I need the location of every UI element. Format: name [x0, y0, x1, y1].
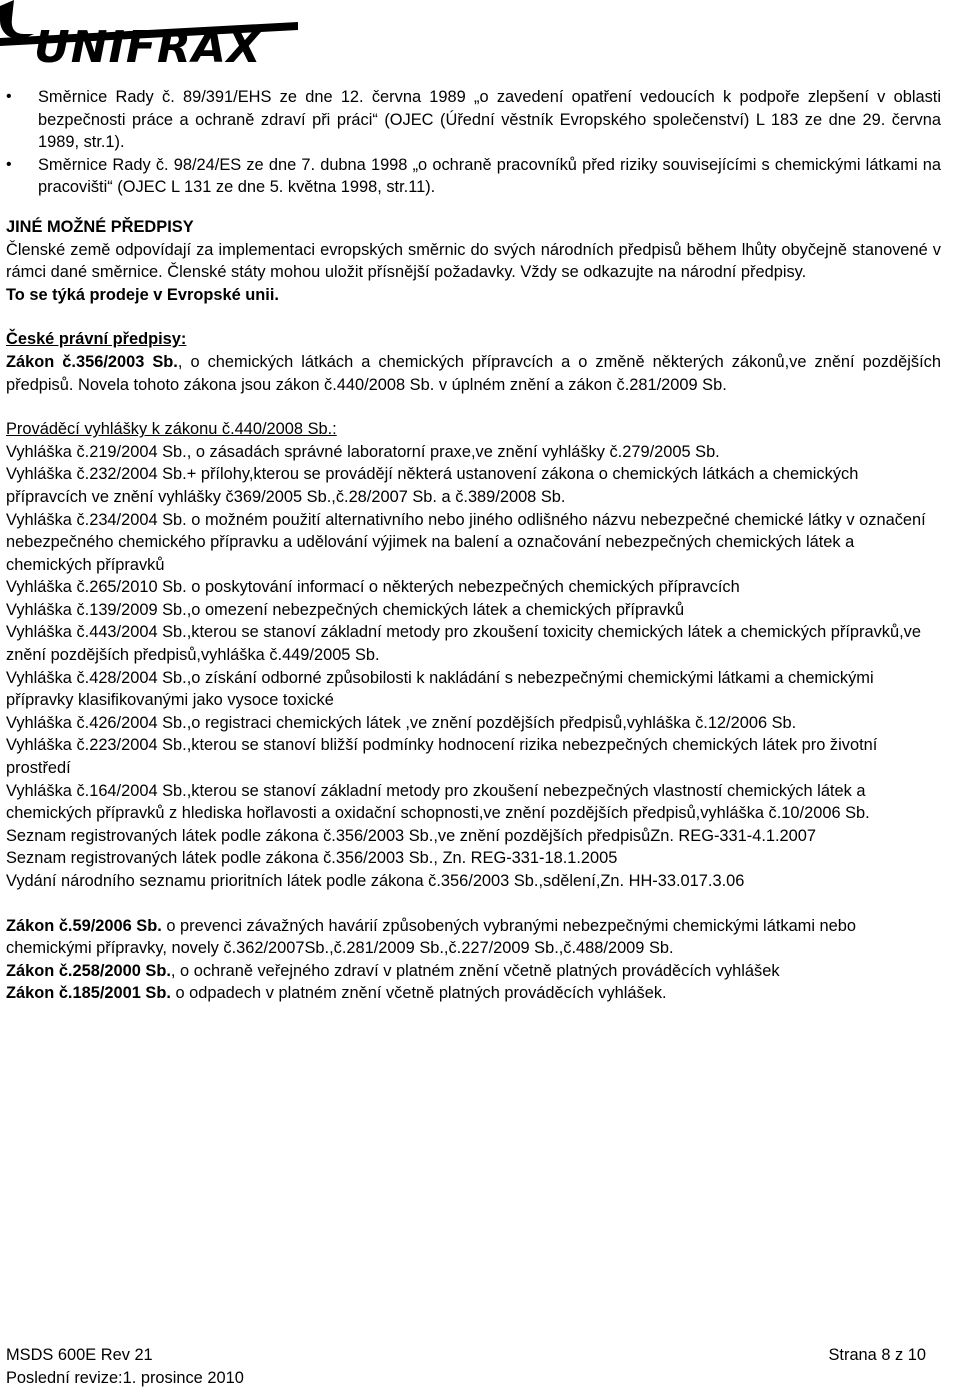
sales-note: To se týká prodeje v Evropské unii. — [6, 285, 279, 304]
law-text: o odpadech v platném znění včetně platných prováděcích vyhlášek. — [170, 984, 667, 1003]
decree-line: Vyhláška č.443/2004 Sb.,kterou se stanoví základní metody pro zkoušení toxicity chemických látek a chemických přípravků,ve znění pozdějších předpisů,vyhláška č.449/2005 Sb. — [6, 623, 921, 665]
decree-line: Vyhláška č.232/2004 Sb.+ přílohy,kterou se provádějí některá ustanovení zákona o chemických látkách a chemických přípravcích ve znění vyhlášky č369/2005 Sb.,č.28/2007 Sb. a č.389/2008 Sb. — [6, 465, 859, 506]
decree-line: Vyhláška č.234/2004 Sb. o možném použití alternativního nebo jiného odlišného názvu nebezpečné chemické látky v označení nebezpečného chemického přípravku a udělování výjimek na balení a označování nebezpečných chemických látek a chemických přípravků — [6, 510, 926, 574]
directive-item: • Směrnice Rady č. 98/24/ES ze dne 7. dubna 1998 „o ochraně pracovníků před riziky souvisejícími s chemickými látkami na pracovišti“ (OJEC L 131 ze dne 5. května 1998, str.11). — [6, 154, 941, 199]
directive-list — [6, 86, 941, 199]
chemical-law-text: , o chemických látkách a chemických přípravcích a o změně některých zákonů,ve znění pozdějších předpisů. Novela tohoto zákona jsou zákon č.440/2008 Sb. v úplném znění a zákon č.281/2009 Sb. — [6, 352, 941, 394]
footer-doc-id: MSDS 600E Rev 21 — [6, 1346, 153, 1364]
laws-section — [6, 915, 941, 1005]
decree-line: Vyhláška č.219/2004 Sb., o zásadách správné laboratorní praxe,ve znění vyhlášky č.279/2005 Sb. — [6, 442, 720, 461]
law-title: Zákon č.258/2000 Sb. — [6, 961, 171, 980]
footer-revision: Poslední revize:1. prosince 2010 — [6, 1368, 244, 1387]
czech-regulations-heading: České právní předpisy: — [6, 330, 187, 349]
document-body — [6, 86, 941, 1005]
decree-line: Seznam registrovaných látek podle zákona č.356/2003 Sb., Zn. REG-331-18.1.2005 — [6, 849, 618, 868]
decree-line: Vyhláška č.223/2004 Sb.,kterou se stanoví bližší podmínky hodnocení rizika nebezpečných chemických látek pro životní prostředí — [6, 736, 878, 778]
decree-line: Vydání národního seznamu prioritních látek podle zákona č.356/2003 Sb.,sdělení,Zn. HH-33.017.3.06 — [6, 872, 745, 890]
law-title: Zákon č.185/2001 Sb. — [6, 984, 171, 1003]
decree-line: Vyhláška č.428/2004 Sb.,o získání odborné způsobilosti k nakládání s nebezpečnými chemickými látkami a chemickými přípravky klasifikovanými jako vysoce toxické — [6, 668, 874, 710]
decree-line: Seznam registrovaných látek podle zákona č.356/2003 Sb.,ve znění pozdějších předpisůZn. REG-331-4.1.2007 — [6, 826, 817, 845]
decrees-section — [6, 418, 941, 892]
law-line — [6, 960, 941, 983]
other-regulations-text: Členské země odpovídají za implementaci evropských směrnic do svých národních předpisů během lhůty obyčejně stanovené v rámci dané směrnice. Členské státy mohou uložit přísnější požadavky. Vždy se odkazujte na národní předpisy. — [6, 240, 941, 282]
czech-regulations-section — [6, 328, 941, 396]
law-text: o prevenci závažných havárií způsobených vybranými nebezpečnými chemickými látkami nebo chemickými přípravky, novely č.362/2007Sb.,č.281/2009 Sb.,č.227/2009 Sb.,č.488/2009 Sb. — [6, 916, 856, 958]
logo-wordmark: UNIFRAX — [34, 22, 262, 70]
decree-line: Vyhláška č.426/2004 Sb.,o registraci chemických látek ,ve znění pozdějších předpisů,vyhláška č.12/2006 Sb. — [6, 713, 797, 732]
law-text: , o ochraně veřejného zdraví v platném znění včetně platných prováděcích vyhlášek — [170, 961, 780, 980]
page-footer — [6, 1344, 926, 1389]
unifrax-logo — [0, 0, 300, 70]
directive-item: • Směrnice Rady č. 89/391/EHS ze dne 12. června 1989 „o zavedení opatření vedoucích k podpoře zlepšení v oblasti bezpečnosti práce a ochraně zdraví při práci“ (OJEC (Úřední věstník Evropského společenství) L 183 ze dne 29. června 1989, str.1). — [6, 86, 941, 154]
chemical-law-title: Zákon č.356/2003 Sb. — [6, 352, 178, 371]
chemical-law-paragraph — [6, 351, 941, 396]
decree-line: Vyhláška č.265/2010 Sb. o poskytování informací o některých nebezpečných chemických přípravcích — [6, 578, 740, 597]
law-title: Zákon č.59/2006 Sb. — [6, 916, 162, 935]
other-regulations-heading: JINÉ MOŽNÉ PŘEDPISY — [6, 217, 194, 236]
law-line — [6, 982, 941, 1005]
footer-page-number: Strana 8 z 10 — [828, 1346, 926, 1364]
decree-line: Vyhláška č.164/2004 Sb.,kterou se stanoví základní metody pro zkoušení nebezpečných vlastností chemických látek a chemických přípravků z hlediska hořlavosti a oxidační schopnosti,ve znění pozdějších předpisů,vyhláška č.10/2006 Sb. — [6, 781, 870, 823]
other-regulations-section — [6, 216, 941, 306]
decree-line: Vyhláška č.139/2009 Sb.,o omezení nebezpečných chemických látek a chemických přípravků — [6, 600, 685, 619]
law-line — [6, 915, 941, 960]
unifrax-logo-graphic — [0, 0, 300, 70]
decrees-heading: Prováděcí vyhlášky k zákonu č.440/2008 Sb.: — [6, 420, 337, 439]
